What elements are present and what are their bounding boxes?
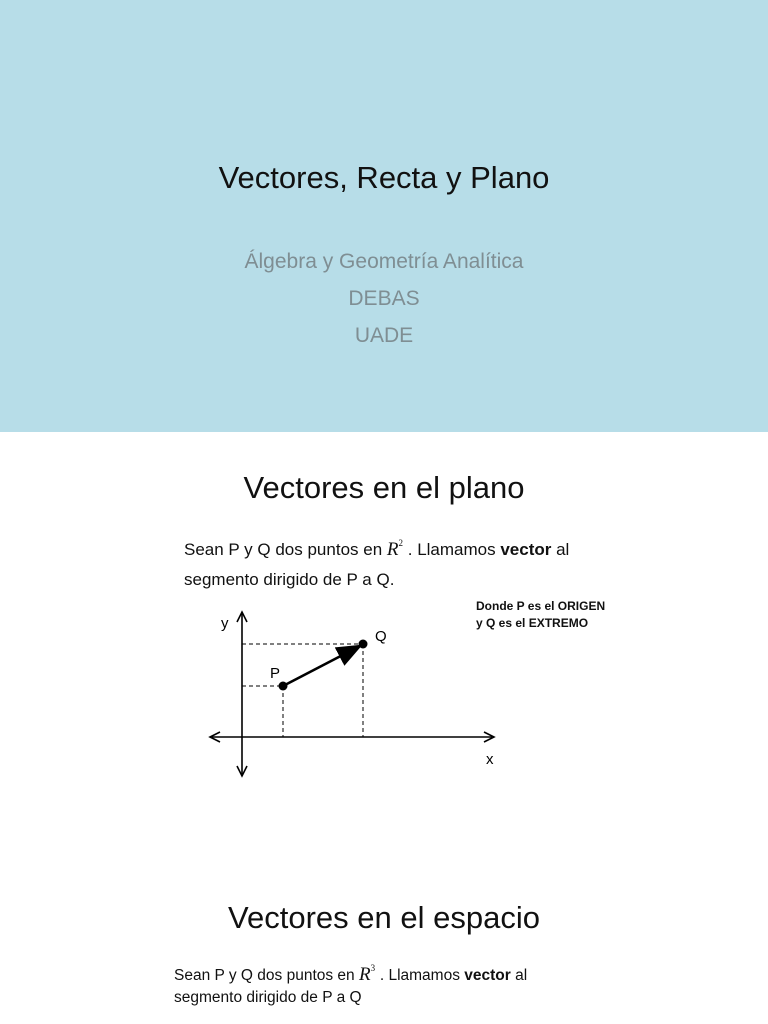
space-exponent: 2: [398, 538, 403, 548]
slide-title: Vectores en el plano: [243, 470, 525, 505]
presentation-title: Vectores, Recta y Plano: [218, 160, 550, 195]
definition-line-1: [174, 963, 527, 986]
slide-vectors-plane: [0, 432, 768, 872]
x-axis: [210, 732, 494, 742]
space-symbol: $R^3$: [358, 963, 376, 985]
definition-text: al: [551, 540, 570, 559]
slide-vectors-space: [0, 872, 768, 1024]
definition-line-2: segmento dirigido de P a Q.: [184, 570, 395, 589]
point-p: [279, 682, 288, 691]
definition-text: . Llamamos: [379, 967, 465, 984]
title-slide: [0, 0, 768, 432]
vector-arrow: [283, 647, 358, 686]
definition-text: . Llamamos: [407, 540, 501, 559]
definition-keyword: vector: [500, 540, 552, 559]
point-q-label: Q: [375, 628, 387, 645]
slide-title: Vectores en el espacio: [228, 900, 540, 935]
x-axis-label: x: [486, 751, 494, 768]
space-symbol: $R^2$: [386, 538, 403, 560]
subtitle-university: UADE: [354, 324, 414, 347]
definition-line-2: segmento dirigido de P a Q: [174, 989, 362, 1006]
definition-keyword: vector: [464, 967, 511, 984]
point-q: [359, 640, 368, 649]
space-exponent: 3: [370, 963, 376, 973]
definition-text: Sean P y Q dos puntos en: [184, 540, 387, 559]
subtitle-department: DEBAS: [348, 287, 420, 310]
y-axis: [237, 612, 247, 776]
note-origin: Donde P es el ORIGEN: [476, 599, 606, 613]
projection-lines: [242, 644, 363, 737]
vector-diagram: [200, 604, 510, 779]
y-axis-label: y: [221, 615, 229, 632]
definition-text: al: [510, 967, 528, 984]
point-p-label: P: [270, 665, 281, 682]
definition-text: Sean P y Q dos puntos en: [174, 967, 359, 984]
subtitle-course: Álgebra y Geometría Analítica: [244, 250, 524, 273]
note-extreme: y Q es el EXTREMO: [476, 616, 589, 630]
definition-line-1: [184, 538, 569, 561]
